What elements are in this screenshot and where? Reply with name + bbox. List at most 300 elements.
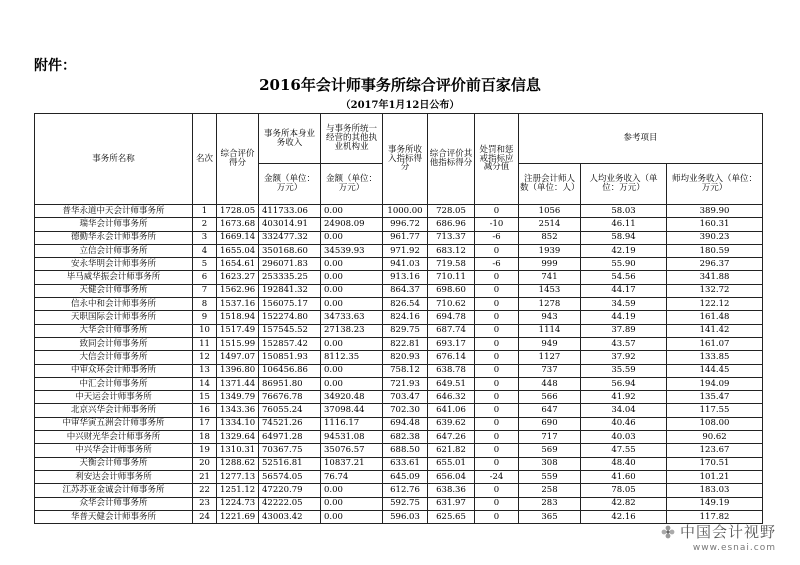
cell-rank: 3 <box>193 231 217 244</box>
cell-revenue-index: 645.09 <box>383 470 428 483</box>
cell-penalty: -24 <box>475 470 519 483</box>
header-affiliate-amount-unit: 金额（单位：万元） <box>321 164 383 205</box>
cell-firm-name: 大信会计师事务所 <box>35 351 193 364</box>
cell-per-cpa: 389.90 <box>667 205 763 218</box>
page-title: 2016年会计师事务所综合评价前百家信息 <box>259 76 541 94</box>
cell-firm-name: 天衡会计师事务所 <box>35 457 193 470</box>
cell-cpa-count: 1453 <box>519 284 581 297</box>
cell-penalty: 0 <box>475 205 519 218</box>
cell-revenue-index: 1000.00 <box>383 205 428 218</box>
cell-cpa-count: 1127 <box>519 351 581 364</box>
cell-firm-name: 中兴华会计师事务所 <box>35 444 193 457</box>
cell-affiliate-revenue: 0.00 <box>321 231 383 244</box>
cell-cpa-count: 999 <box>519 258 581 271</box>
cell-own-revenue: 56574.05 <box>259 470 321 483</box>
cell-own-revenue: 411733.06 <box>259 205 321 218</box>
table-row <box>35 218 763 231</box>
cell-cpa-count: 2514 <box>519 218 581 231</box>
cell-rank: 13 <box>193 364 217 377</box>
flower-logo-icon <box>660 524 676 540</box>
cell-affiliate-revenue: 0.00 <box>321 284 383 297</box>
cell-other-index: 638.78 <box>428 364 475 377</box>
cell-own-revenue: 296071.83 <box>259 258 321 271</box>
cell-affiliate-revenue: 10837.21 <box>321 457 383 470</box>
table-row <box>35 484 763 497</box>
cell-score: 1673.68 <box>217 218 259 231</box>
header-own-revenue: 事务所本身业务收入 <box>259 114 321 164</box>
cell-rank: 15 <box>193 391 217 404</box>
cell-affiliate-revenue: 0.00 <box>321 497 383 510</box>
cell-per-cpa: 180.59 <box>667 244 763 257</box>
cell-cpa-count: 258 <box>519 484 581 497</box>
cell-other-index: 710.11 <box>428 271 475 284</box>
cell-other-index: 625.65 <box>428 510 475 523</box>
cell-rank: 16 <box>193 404 217 417</box>
header-per-capita: 人均业务收入（单位：万元） <box>581 164 667 205</box>
cell-firm-name: 江苏苏亚金诚会计师事务所 <box>35 484 193 497</box>
cell-revenue-index: 820.93 <box>383 351 428 364</box>
cell-cpa-count: 283 <box>519 497 581 510</box>
cell-own-revenue: 350168.60 <box>259 244 321 257</box>
cell-penalty: -6 <box>475 231 519 244</box>
cell-per-capita: 40.03 <box>581 431 667 444</box>
cell-own-revenue: 152857.42 <box>259 337 321 350</box>
cell-other-index: 710.62 <box>428 298 475 311</box>
cell-cpa-count: 690 <box>519 417 581 430</box>
cell-penalty: -10 <box>475 218 519 231</box>
cell-rank: 7 <box>193 284 217 297</box>
cell-other-index: 655.01 <box>428 457 475 470</box>
table-row <box>35 497 763 510</box>
cell-score: 1251.12 <box>217 484 259 497</box>
header-reference: 参考项目 <box>519 114 763 164</box>
cell-affiliate-revenue: 37098.44 <box>321 404 383 417</box>
cell-affiliate-revenue: 0.00 <box>321 258 383 271</box>
cell-cpa-count: 308 <box>519 457 581 470</box>
cell-penalty: 0 <box>475 364 519 377</box>
cell-revenue-index: 682.38 <box>383 431 428 444</box>
cell-cpa-count: 647 <box>519 404 581 417</box>
watermark <box>660 521 776 553</box>
cell-cpa-count: 448 <box>519 377 581 390</box>
table-row <box>35 351 763 364</box>
cell-penalty: 0 <box>475 417 519 430</box>
cell-rank: 14 <box>193 377 217 390</box>
cell-score: 1329.64 <box>217 431 259 444</box>
cell-affiliate-revenue: 34539.93 <box>321 244 383 257</box>
header-score: 综合评价得分 <box>217 114 259 205</box>
cell-per-capita: 37.92 <box>581 351 667 364</box>
cell-per-cpa: 183.03 <box>667 484 763 497</box>
cell-own-revenue: 332477.32 <box>259 231 321 244</box>
cell-firm-name: 中汇会计师事务所 <box>35 377 193 390</box>
cell-per-capita: 42.19 <box>581 244 667 257</box>
cell-own-revenue: 403014.91 <box>259 218 321 231</box>
cell-revenue-index: 702.30 <box>383 404 428 417</box>
table-row <box>35 417 763 430</box>
cell-per-capita: 58.94 <box>581 231 667 244</box>
cell-cpa-count: 943 <box>519 311 581 324</box>
header-firm-name: 事务所名称 <box>35 114 193 205</box>
cell-affiliate-revenue: 8112.35 <box>321 351 383 364</box>
cell-per-cpa: 161.07 <box>667 337 763 350</box>
cell-affiliate-revenue: 27138.23 <box>321 324 383 337</box>
cell-other-index: 698.60 <box>428 284 475 297</box>
cell-other-index: 719.58 <box>428 258 475 271</box>
cell-own-revenue: 47220.79 <box>259 484 321 497</box>
table-row <box>35 404 763 417</box>
cell-affiliate-revenue: 0.00 <box>321 337 383 350</box>
cell-affiliate-revenue: 34733.63 <box>321 311 383 324</box>
cell-per-cpa: 123.67 <box>667 444 763 457</box>
cell-other-index: 621.82 <box>428 444 475 457</box>
cell-firm-name: 中审华寅五洲会计师事务所 <box>35 417 193 430</box>
cell-per-cpa: 101.21 <box>667 470 763 483</box>
cell-score: 1396.80 <box>217 364 259 377</box>
cell-revenue-index: 721.93 <box>383 377 428 390</box>
table-row <box>35 258 763 271</box>
cell-per-cpa: 161.48 <box>667 311 763 324</box>
cell-per-cpa: 141.42 <box>667 324 763 337</box>
cell-firm-name: 毕马威华振会计师事务所 <box>35 271 193 284</box>
cell-penalty: 0 <box>475 431 519 444</box>
cell-revenue-index: 592.75 <box>383 497 428 510</box>
cell-own-revenue: 150851.93 <box>259 351 321 364</box>
cell-affiliate-revenue: 0.00 <box>321 298 383 311</box>
cell-firm-name: 中兴财光华会计师事务所 <box>35 431 193 444</box>
table-row <box>35 298 763 311</box>
cell-affiliate-revenue: 35076.57 <box>321 444 383 457</box>
cell-penalty: 0 <box>475 298 519 311</box>
cell-penalty: 0 <box>475 351 519 364</box>
table-row <box>35 431 763 444</box>
cell-firm-name: 中审众环会计师事务所 <box>35 364 193 377</box>
cell-rank: 6 <box>193 271 217 284</box>
table-row <box>35 311 763 324</box>
cell-score: 1334.10 <box>217 417 259 430</box>
cell-score: 1517.49 <box>217 324 259 337</box>
cell-other-index: 647.26 <box>428 431 475 444</box>
cell-score: 1562.96 <box>217 284 259 297</box>
cell-other-index: 728.05 <box>428 205 475 218</box>
cell-other-index: 631.97 <box>428 497 475 510</box>
cell-cpa-count: 717 <box>519 431 581 444</box>
cell-per-capita: 42.16 <box>581 510 667 523</box>
cell-score: 1288.62 <box>217 457 259 470</box>
cell-affiliate-revenue: 1116.17 <box>321 417 383 430</box>
table-row <box>35 444 763 457</box>
cell-penalty: 0 <box>475 324 519 337</box>
cell-per-cpa: 341.88 <box>667 271 763 284</box>
table-row <box>35 377 763 390</box>
cell-firm-name: 中天运会计师事务所 <box>35 391 193 404</box>
cell-own-revenue: 42222.05 <box>259 497 321 510</box>
cell-score: 1277.13 <box>217 470 259 483</box>
cell-rank: 11 <box>193 337 217 350</box>
table-body <box>35 205 763 524</box>
cell-other-index: 713.37 <box>428 231 475 244</box>
cell-revenue-index: 941.03 <box>383 258 428 271</box>
cell-other-index: 656.04 <box>428 470 475 483</box>
cell-firm-name: 致同会计师事务所 <box>35 337 193 350</box>
cell-own-revenue: 64971.28 <box>259 431 321 444</box>
cell-score: 1728.05 <box>217 205 259 218</box>
cell-per-capita: 40.46 <box>581 417 667 430</box>
cell-firm-name: 普华永道中天会计师事务所 <box>35 205 193 218</box>
cell-revenue-index: 822.81 <box>383 337 428 350</box>
cell-firm-name: 华普天健会计师事务所 <box>35 510 193 523</box>
cell-other-index: 686.96 <box>428 218 475 231</box>
cell-cpa-count: 852 <box>519 231 581 244</box>
cell-cpa-count: 559 <box>519 470 581 483</box>
cell-cpa-count: 566 <box>519 391 581 404</box>
cell-score: 1623.27 <box>217 271 259 284</box>
cell-firm-name: 信永中和会计师事务所 <box>35 298 193 311</box>
cell-affiliate-revenue: 76.74 <box>321 470 383 483</box>
attachment-label: 附件： <box>34 58 76 74</box>
cell-per-capita: 48.40 <box>581 457 667 470</box>
cell-revenue-index: 758.12 <box>383 364 428 377</box>
cell-cpa-count: 1114 <box>519 324 581 337</box>
cell-score: 1310.31 <box>217 444 259 457</box>
cell-per-capita: 46.11 <box>581 218 667 231</box>
table-row <box>35 205 763 218</box>
cell-score: 1497.07 <box>217 351 259 364</box>
cell-own-revenue: 253335.25 <box>259 271 321 284</box>
cell-rank: 17 <box>193 417 217 430</box>
cell-penalty: 0 <box>475 444 519 457</box>
cell-cpa-count: 365 <box>519 510 581 523</box>
cell-score: 1518.94 <box>217 311 259 324</box>
cell-per-capita: 56.94 <box>581 377 667 390</box>
cell-other-index: 638.36 <box>428 484 475 497</box>
header-cpa-count: 注册会计师人数（单位：人） <box>519 164 581 205</box>
cell-rank: 23 <box>193 497 217 510</box>
cell-cpa-count: 1056 <box>519 205 581 218</box>
cell-penalty: 0 <box>475 391 519 404</box>
cell-rank: 1 <box>193 205 217 218</box>
cell-cpa-count: 569 <box>519 444 581 457</box>
cell-per-cpa: 194.09 <box>667 377 763 390</box>
cell-revenue-index: 864.37 <box>383 284 428 297</box>
cell-other-index: 641.06 <box>428 404 475 417</box>
cell-revenue-index: 694.48 <box>383 417 428 430</box>
table-row <box>35 457 763 470</box>
cell-per-cpa: 122.12 <box>667 298 763 311</box>
cell-score: 1669.14 <box>217 231 259 244</box>
header-penalty: 处罚和惩戒指标应减分值 <box>475 114 519 205</box>
cell-other-index: 693.17 <box>428 337 475 350</box>
cell-other-index: 694.78 <box>428 311 475 324</box>
cell-firm-name: 天健会计师事务所 <box>35 284 193 297</box>
cell-affiliate-revenue: 0.00 <box>321 364 383 377</box>
cell-per-capita: 44.17 <box>581 284 667 297</box>
cell-penalty: 0 <box>475 244 519 257</box>
cell-per-capita: 41.60 <box>581 470 667 483</box>
cell-affiliate-revenue: 0.00 <box>321 484 383 497</box>
cell-per-capita: 43.57 <box>581 337 667 350</box>
cell-per-cpa: 149.19 <box>667 497 763 510</box>
table-row <box>35 244 763 257</box>
cell-own-revenue: 74521.26 <box>259 417 321 430</box>
header-own-amount-unit: 金额（单位：万元） <box>259 164 321 205</box>
cell-score: 1224.73 <box>217 497 259 510</box>
cell-revenue-index: 596.03 <box>383 510 428 523</box>
cell-rank: 21 <box>193 470 217 483</box>
cell-score: 1654.61 <box>217 258 259 271</box>
header-revenue-index: 事务所收入指标得分 <box>383 114 428 205</box>
cell-revenue-index: 703.47 <box>383 391 428 404</box>
cell-penalty: 0 <box>475 404 519 417</box>
header-affiliate-revenue: 与事务所统一经营的其他执业机构业 <box>321 114 383 164</box>
cell-per-capita: 78.05 <box>581 484 667 497</box>
cell-per-capita: 55.90 <box>581 258 667 271</box>
cell-firm-name: 利安达会计师事务所 <box>35 470 193 483</box>
cell-penalty: 0 <box>475 484 519 497</box>
cell-own-revenue: 52516.81 <box>259 457 321 470</box>
cell-per-capita: 37.89 <box>581 324 667 337</box>
table-row <box>35 510 763 523</box>
cell-per-cpa: 160.31 <box>667 218 763 231</box>
cell-affiliate-revenue: 0.00 <box>321 271 383 284</box>
cell-own-revenue: 157545.52 <box>259 324 321 337</box>
cell-other-index: 683.12 <box>428 244 475 257</box>
page-subtitle: （2017年1月12日公布） <box>340 100 460 111</box>
cell-affiliate-revenue: 0.00 <box>321 205 383 218</box>
cell-own-revenue: 76055.24 <box>259 404 321 417</box>
cell-per-cpa: 117.82 <box>667 510 763 523</box>
cell-cpa-count: 741 <box>519 271 581 284</box>
table-row <box>35 364 763 377</box>
cell-revenue-index: 688.50 <box>383 444 428 457</box>
cell-score: 1221.69 <box>217 510 259 523</box>
cell-cpa-count: 1278 <box>519 298 581 311</box>
cell-affiliate-revenue: 94531.08 <box>321 431 383 444</box>
cell-per-cpa: 133.85 <box>667 351 763 364</box>
cell-penalty: 0 <box>475 271 519 284</box>
cell-penalty: 0 <box>475 377 519 390</box>
cell-cpa-count: 949 <box>519 337 581 350</box>
watermark-name: 中国会计视野 <box>679 523 776 541</box>
cell-penalty: -6 <box>475 258 519 271</box>
cell-other-index: 646.32 <box>428 391 475 404</box>
cell-per-cpa: 132.72 <box>667 284 763 297</box>
cell-own-revenue: 86951.80 <box>259 377 321 390</box>
cell-revenue-index: 633.61 <box>383 457 428 470</box>
cell-own-revenue: 43003.42 <box>259 510 321 523</box>
table-row <box>35 391 763 404</box>
cell-affiliate-revenue: 0.00 <box>321 377 383 390</box>
cell-rank: 19 <box>193 444 217 457</box>
table-row <box>35 470 763 483</box>
cell-cpa-count: 737 <box>519 364 581 377</box>
cell-per-cpa: 135.47 <box>667 391 763 404</box>
cell-firm-name: 大华会计师事务所 <box>35 324 193 337</box>
cell-rank: 5 <box>193 258 217 271</box>
cell-rank: 4 <box>193 244 217 257</box>
cell-firm-name: 立信会计师事务所 <box>35 244 193 257</box>
cell-penalty: 0 <box>475 510 519 523</box>
cell-firm-name: 瑞华会计师事务所 <box>35 218 193 231</box>
cell-firm-name: 北京兴华会计师事务所 <box>35 404 193 417</box>
cell-per-cpa: 108.00 <box>667 417 763 430</box>
cell-rank: 10 <box>193 324 217 337</box>
cell-score: 1515.99 <box>217 337 259 350</box>
cell-rank: 24 <box>193 510 217 523</box>
cell-penalty: 0 <box>475 457 519 470</box>
cell-per-capita: 34.59 <box>581 298 667 311</box>
cell-per-capita: 35.59 <box>581 364 667 377</box>
cell-other-index: 687.74 <box>428 324 475 337</box>
cell-firm-name: 德勤华永会计师事务所 <box>35 231 193 244</box>
cell-rank: 12 <box>193 351 217 364</box>
cell-per-cpa: 390.23 <box>667 231 763 244</box>
cell-other-index: 639.62 <box>428 417 475 430</box>
cell-penalty: 0 <box>475 497 519 510</box>
cell-own-revenue: 76676.78 <box>259 391 321 404</box>
watermark-url: www.esnai.com <box>692 543 776 553</box>
cell-own-revenue: 156075.17 <box>259 298 321 311</box>
cell-score: 1655.04 <box>217 244 259 257</box>
cell-other-index: 649.51 <box>428 377 475 390</box>
cell-rank: 8 <box>193 298 217 311</box>
cell-per-capita: 47.55 <box>581 444 667 457</box>
cell-per-cpa: 144.45 <box>667 364 763 377</box>
cell-own-revenue: 152274.80 <box>259 311 321 324</box>
cell-per-capita: 44.19 <box>581 311 667 324</box>
cell-per-cpa: 170.51 <box>667 457 763 470</box>
cell-revenue-index: 971.92 <box>383 244 428 257</box>
cell-firm-name: 安永华明会计师事务所 <box>35 258 193 271</box>
cell-score: 1371.44 <box>217 377 259 390</box>
cell-cpa-count: 1939 <box>519 244 581 257</box>
cell-rank: 18 <box>193 431 217 444</box>
cell-per-capita: 34.04 <box>581 404 667 417</box>
cell-per-capita: 41.92 <box>581 391 667 404</box>
cell-per-cpa: 117.55 <box>667 404 763 417</box>
cell-rank: 20 <box>193 457 217 470</box>
table-row <box>35 324 763 337</box>
cell-per-capita: 42.82 <box>581 497 667 510</box>
cell-per-cpa: 90.62 <box>667 431 763 444</box>
cell-own-revenue: 192841.32 <box>259 284 321 297</box>
cell-score: 1343.36 <box>217 404 259 417</box>
cell-revenue-index: 826.54 <box>383 298 428 311</box>
cell-revenue-index: 612.76 <box>383 484 428 497</box>
cell-affiliate-revenue: 24908.09 <box>321 218 383 231</box>
table-row <box>35 284 763 297</box>
cell-rank: 9 <box>193 311 217 324</box>
cell-revenue-index: 829.75 <box>383 324 428 337</box>
ranking-table <box>34 113 763 524</box>
cell-affiliate-revenue: 34920.48 <box>321 391 383 404</box>
cell-per-capita: 58.03 <box>581 205 667 218</box>
cell-own-revenue: 70367.75 <box>259 444 321 457</box>
cell-rank: 22 <box>193 484 217 497</box>
cell-penalty: 0 <box>475 311 519 324</box>
cell-other-index: 676.14 <box>428 351 475 364</box>
cell-revenue-index: 913.16 <box>383 271 428 284</box>
cell-revenue-index: 824.16 <box>383 311 428 324</box>
cell-penalty: 0 <box>475 337 519 350</box>
cell-revenue-index: 961.77 <box>383 231 428 244</box>
header-per-cpa: 师均业务收入（单位：万元） <box>667 164 763 205</box>
table-row <box>35 337 763 350</box>
cell-revenue-index: 996.72 <box>383 218 428 231</box>
cell-firm-name: 天职国际会计师事务所 <box>35 311 193 324</box>
cell-own-revenue: 106456.86 <box>259 364 321 377</box>
header-other-index: 综合评价其他指标得分 <box>428 114 475 205</box>
